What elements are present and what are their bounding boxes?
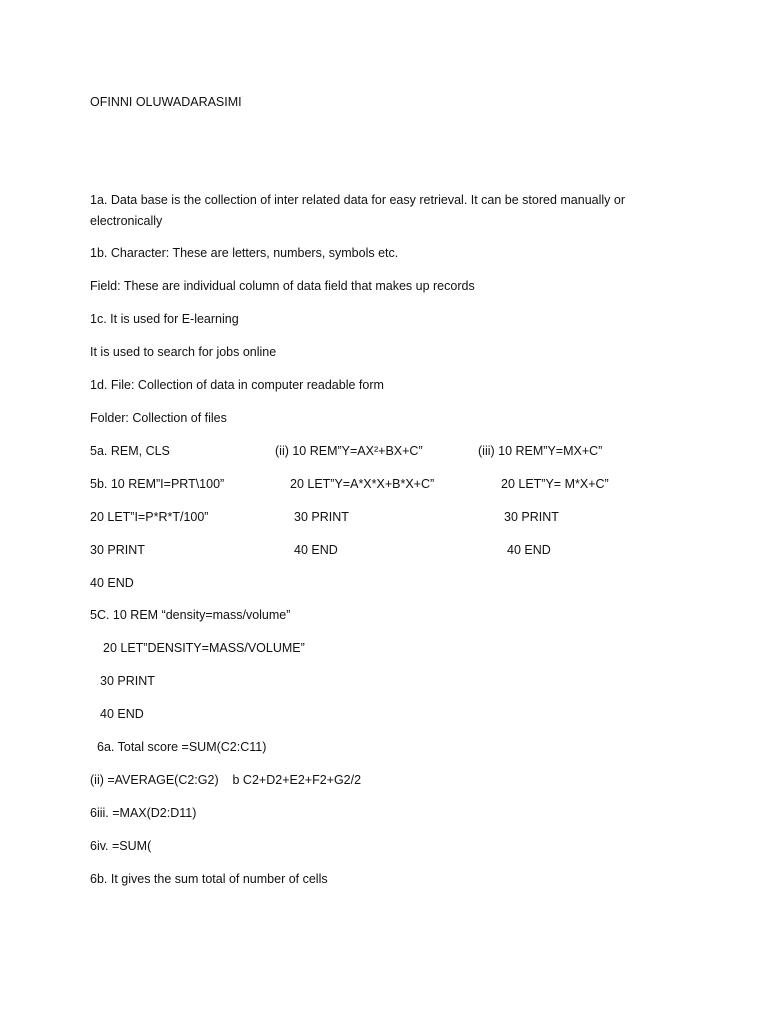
author-name: OFINNI OLUWADARASIMI <box>90 95 242 109</box>
answer-1d-file: 1d. File: Collection of data in computer readable form <box>90 378 384 392</box>
answer-1c-elearning: 1c. It is used for E-learning <box>90 312 239 326</box>
q5-row3-col1: 20 LET”I=P*R*T/100” <box>90 510 209 524</box>
q5-row1-col1: 5a. REM, CLS <box>90 444 170 458</box>
q5-row5: 40 END <box>90 576 134 590</box>
q5-row2-col1: 5b. 10 REM”I=PRT\100” <box>90 477 225 491</box>
answer-1c-jobs: It is used to search for jobs online <box>90 345 277 359</box>
answer-1b-character: 1b. Character: These are letters, numbers, symbols etc. <box>90 246 399 260</box>
q5-row4-col2: 40 END <box>294 543 338 557</box>
q6-iii: 6iii. =MAX(D2:D11) <box>90 806 197 820</box>
q5c-line3: 30 PRINT <box>100 674 155 688</box>
q5-row4-col3: 40 END <box>507 543 551 557</box>
q5-row3-col3: 30 PRINT <box>504 510 559 524</box>
q6-b: 6b. It gives the sum total of number of cells <box>90 872 328 886</box>
answer-1d-folder: Folder: Collection of files <box>90 411 227 425</box>
q5c-line2: 20 LET”DENSITY=MASS/VOLUME” <box>103 641 305 655</box>
q5-row2-col2: 20 LET”Y=A*X*X+B*X+C” <box>290 477 435 491</box>
q5-row3-col2: 30 PRINT <box>294 510 349 524</box>
q5-row4-col1: 30 PRINT <box>90 543 145 557</box>
q6-iv: 6iv. =SUM( <box>90 839 152 853</box>
answer-1b-field: Field: These are individual column of data field that makes up records <box>90 279 475 293</box>
q5c-line1: 5C. 10 REM “density=mass/volume” <box>90 608 291 622</box>
q5-row1-col3: (iii) 10 REM”Y=MX+C” <box>478 444 603 458</box>
q5-row2-col3: 20 LET”Y= M*X+C” <box>501 477 609 491</box>
answer-1a: 1a. Data base is the collection of inter related data for easy retrieval. It can be stored manually or electronically <box>90 193 626 228</box>
q6-a: 6a. Total score =SUM(C2:C11) <box>97 740 267 754</box>
q5-row1-col2: (ii) 10 REM”Y=AX²+BX+C” <box>275 444 423 458</box>
q6-ii: (ii) =AVERAGE(C2:G2) b C2+D2+E2+F2+G2/2 <box>90 773 362 787</box>
q5c-line4: 40 END <box>100 707 144 721</box>
